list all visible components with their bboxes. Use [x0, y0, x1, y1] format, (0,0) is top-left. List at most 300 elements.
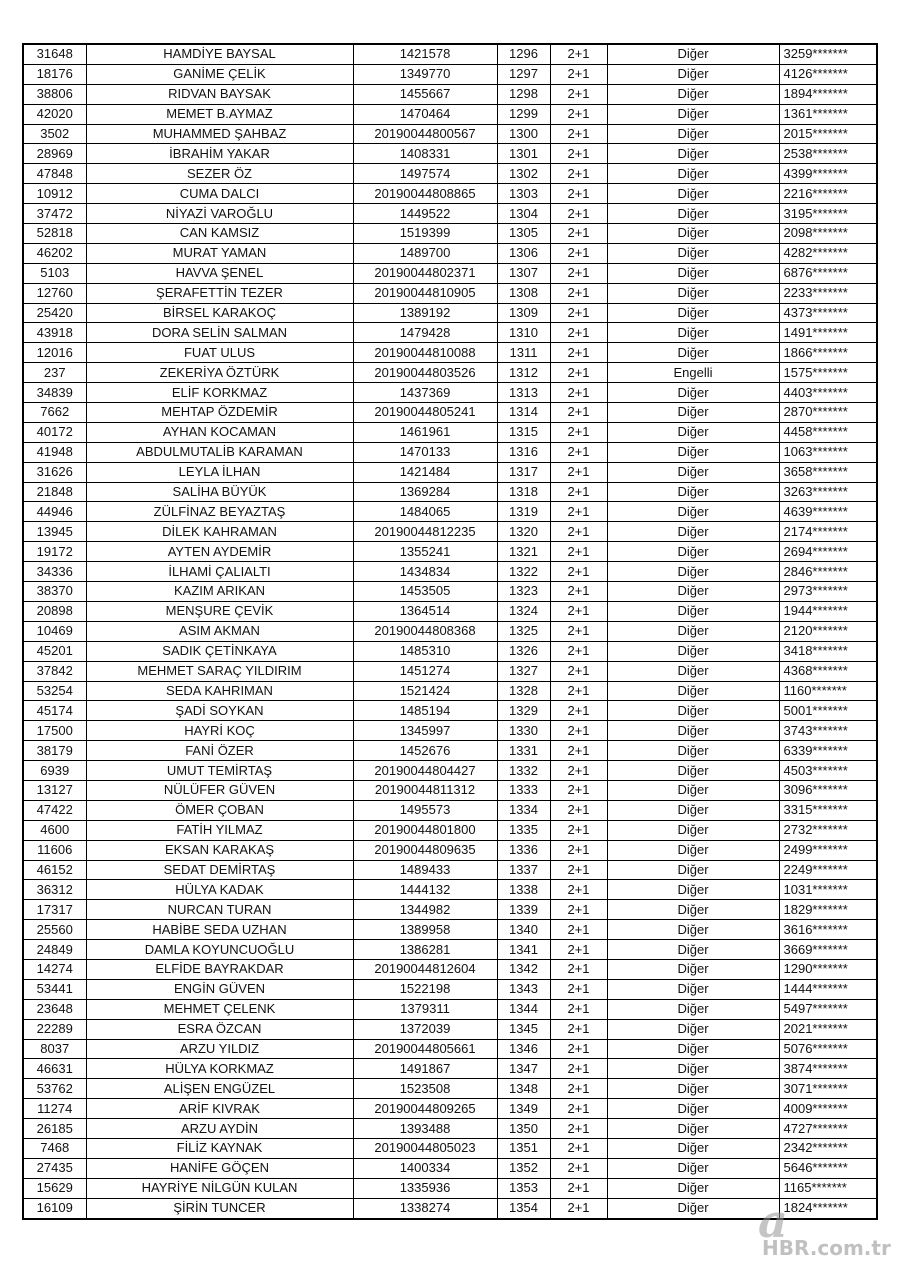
application-no-cell: 1485310 — [353, 641, 497, 661]
draw-order-cell: 1345 — [497, 1019, 550, 1039]
draw-order-cell: 1316 — [497, 442, 550, 462]
id-no-cell: 4403******* — [779, 383, 877, 403]
table-row — [23, 1178, 877, 1198]
row-no-cell: 31648 — [23, 44, 86, 64]
row-no-cell: 38370 — [23, 582, 86, 602]
id-no-cell: 1361******* — [779, 104, 877, 124]
application-no-cell: 20190044800567 — [353, 124, 497, 144]
application-no-cell: 20190044805241 — [353, 403, 497, 423]
id-no-cell: 2694******* — [779, 542, 877, 562]
table-row — [23, 1039, 877, 1059]
row-no-cell: 8037 — [23, 1039, 86, 1059]
unit-type-cell: 2+1 — [550, 1039, 607, 1059]
draw-order-cell: 1351 — [497, 1138, 550, 1158]
table-row — [23, 1119, 877, 1139]
row-no-cell: 22289 — [23, 1019, 86, 1039]
draw-order-cell: 1341 — [497, 940, 550, 960]
draw-order-cell: 1303 — [497, 184, 550, 204]
name-cell: FANİ ÖZER — [86, 741, 353, 761]
row-no-cell: 15629 — [23, 1178, 86, 1198]
category-cell: Diğer — [607, 204, 779, 224]
draw-order-cell: 1305 — [497, 224, 550, 244]
draw-order-cell: 1338 — [497, 880, 550, 900]
unit-type-cell: 2+1 — [550, 860, 607, 880]
unit-type-cell: 2+1 — [550, 482, 607, 502]
name-cell: FUAT ULUS — [86, 343, 353, 363]
id-no-cell: 2216******* — [779, 184, 877, 204]
category-cell: Diğer — [607, 422, 779, 442]
table-row — [23, 542, 877, 562]
row-no-cell: 17500 — [23, 721, 86, 741]
draw-order-cell: 1308 — [497, 283, 550, 303]
name-cell: AYHAN KOCAMAN — [86, 422, 353, 442]
table-row — [23, 184, 877, 204]
name-cell: EKSAN KARAKAŞ — [86, 840, 353, 860]
name-cell: İBRAHİM YAKAR — [86, 144, 353, 164]
row-no-cell: 13945 — [23, 522, 86, 542]
id-no-cell: 3658******* — [779, 462, 877, 482]
category-cell: Diğer — [607, 442, 779, 462]
table-row — [23, 363, 877, 383]
table-row — [23, 761, 877, 781]
table-row — [23, 422, 877, 442]
unit-type-cell: 2+1 — [550, 661, 607, 681]
table-row — [23, 641, 877, 661]
unit-type-cell: 2+1 — [550, 204, 607, 224]
draw-order-cell: 1350 — [497, 1119, 550, 1139]
row-no-cell: 7468 — [23, 1138, 86, 1158]
row-no-cell: 36312 — [23, 880, 86, 900]
table-row — [23, 780, 877, 800]
unit-type-cell: 2+1 — [550, 1138, 607, 1158]
category-cell: Diğer — [607, 940, 779, 960]
id-no-cell: 2021******* — [779, 1019, 877, 1039]
name-cell: SEDAT DEMİRTAŞ — [86, 860, 353, 880]
application-no-cell: 1470464 — [353, 104, 497, 124]
hbr-logo-icon: a — [758, 1194, 788, 1248]
row-no-cell: 4600 — [23, 820, 86, 840]
category-cell: Diğer — [607, 780, 779, 800]
name-cell: ŞERAFETTİN TEZER — [86, 283, 353, 303]
unit-type-cell: 2+1 — [550, 44, 607, 64]
row-no-cell: 52818 — [23, 224, 86, 244]
draw-order-cell: 1299 — [497, 104, 550, 124]
id-no-cell: 1866******* — [779, 343, 877, 363]
id-no-cell: 4368******* — [779, 661, 877, 681]
application-no-cell: 20190044803526 — [353, 363, 497, 383]
application-no-cell: 1400334 — [353, 1158, 497, 1178]
row-no-cell: 45174 — [23, 701, 86, 721]
unit-type-cell: 2+1 — [550, 681, 607, 701]
name-cell: SALİHA BÜYÜK — [86, 482, 353, 502]
unit-type-cell: 2+1 — [550, 641, 607, 661]
table-row — [23, 383, 877, 403]
name-cell: ALİŞEN ENGÜZEL — [86, 1079, 353, 1099]
table-row — [23, 522, 877, 542]
application-no-cell: 20190044812604 — [353, 959, 497, 979]
unit-type-cell: 2+1 — [550, 502, 607, 522]
draw-order-cell: 1327 — [497, 661, 550, 681]
row-no-cell: 18176 — [23, 64, 86, 84]
name-cell: MURAT YAMAN — [86, 243, 353, 263]
category-cell: Diğer — [607, 1099, 779, 1119]
row-no-cell: 37842 — [23, 661, 86, 681]
unit-type-cell: 2+1 — [550, 780, 607, 800]
draw-order-cell: 1347 — [497, 1059, 550, 1079]
category-cell: Diğer — [607, 999, 779, 1019]
row-no-cell: 20898 — [23, 601, 86, 621]
unit-type-cell: 2+1 — [550, 522, 607, 542]
category-cell: Diğer — [607, 1138, 779, 1158]
category-cell: Diğer — [607, 383, 779, 403]
application-no-cell: 1393488 — [353, 1119, 497, 1139]
unit-type-cell: 2+1 — [550, 582, 607, 602]
application-no-cell: 1369284 — [353, 482, 497, 502]
id-no-cell: 1829******* — [779, 900, 877, 920]
watermark — [758, 1194, 891, 1268]
id-no-cell: 4399******* — [779, 164, 877, 184]
application-no-cell: 1455667 — [353, 84, 497, 104]
unit-type-cell: 2+1 — [550, 1099, 607, 1119]
table-row — [23, 920, 877, 940]
table-row — [23, 1138, 877, 1158]
row-no-cell: 16109 — [23, 1198, 86, 1218]
draw-order-cell: 1334 — [497, 800, 550, 820]
id-no-cell: 4009******* — [779, 1099, 877, 1119]
unit-type-cell: 2+1 — [550, 422, 607, 442]
category-cell: Diğer — [607, 741, 779, 761]
id-no-cell: 1165******* — [779, 1178, 877, 1198]
table-row — [23, 562, 877, 582]
row-no-cell: 10469 — [23, 621, 86, 641]
draw-order-cell: 1323 — [497, 582, 550, 602]
id-no-cell: 1944******* — [779, 601, 877, 621]
category-cell: Diğer — [607, 124, 779, 144]
unit-type-cell: 2+1 — [550, 741, 607, 761]
row-no-cell: 46631 — [23, 1059, 86, 1079]
application-no-cell: 1434834 — [353, 562, 497, 582]
draw-order-cell: 1307 — [497, 263, 550, 283]
unit-type-cell: 2+1 — [550, 721, 607, 741]
row-no-cell: 28969 — [23, 144, 86, 164]
id-no-cell: 3096******* — [779, 780, 877, 800]
table-row — [23, 1198, 877, 1218]
row-no-cell: 19172 — [23, 542, 86, 562]
name-cell: ŞİRİN TUNCER — [86, 1198, 353, 1218]
category-cell: Diğer — [607, 263, 779, 283]
application-no-cell: 1452676 — [353, 741, 497, 761]
application-no-cell: 1461961 — [353, 422, 497, 442]
draw-order-cell: 1349 — [497, 1099, 550, 1119]
application-no-cell: 1408331 — [353, 144, 497, 164]
id-no-cell: 3616******* — [779, 920, 877, 940]
category-cell: Diğer — [607, 184, 779, 204]
name-cell: MUHAMMED ŞAHBAZ — [86, 124, 353, 144]
draw-order-cell: 1312 — [497, 363, 550, 383]
name-cell: ÖMER ÇOBAN — [86, 800, 353, 820]
unit-type-cell: 2+1 — [550, 621, 607, 641]
draw-order-cell: 1318 — [497, 482, 550, 502]
category-cell: Diğer — [607, 482, 779, 502]
table-row — [23, 1158, 877, 1178]
application-no-cell: 1379311 — [353, 999, 497, 1019]
table-row — [23, 204, 877, 224]
unit-type-cell: 2+1 — [550, 1178, 607, 1198]
name-cell: ZEKERİYA ÖZTÜRK — [86, 363, 353, 383]
row-no-cell: 37472 — [23, 204, 86, 224]
row-no-cell: 34336 — [23, 562, 86, 582]
category-cell: Diğer — [607, 840, 779, 860]
unit-type-cell: 2+1 — [550, 224, 607, 244]
category-cell: Diğer — [607, 1198, 779, 1218]
id-no-cell: 3418******* — [779, 641, 877, 661]
unit-type-cell: 2+1 — [550, 562, 607, 582]
unit-type-cell: 2+1 — [550, 761, 607, 781]
id-no-cell: 6339******* — [779, 741, 877, 761]
category-cell: Diğer — [607, 1119, 779, 1139]
draw-order-cell: 1336 — [497, 840, 550, 860]
id-no-cell: 2499******* — [779, 840, 877, 860]
unit-type-cell: 2+1 — [550, 144, 607, 164]
category-cell: Diğer — [607, 860, 779, 880]
name-cell: HAYRİYE NİLGÜN KULAN — [86, 1178, 353, 1198]
category-cell: Diğer — [607, 661, 779, 681]
id-no-cell: 4503******* — [779, 761, 877, 781]
name-cell: ARZU YILDIZ — [86, 1039, 353, 1059]
unit-type-cell: 2+1 — [550, 164, 607, 184]
row-no-cell: 5103 — [23, 263, 86, 283]
category-cell: Diğer — [607, 641, 779, 661]
id-no-cell: 5076******* — [779, 1039, 877, 1059]
row-no-cell: 31626 — [23, 462, 86, 482]
draw-order-cell: 1314 — [497, 403, 550, 423]
application-no-cell: 20190044808368 — [353, 621, 497, 641]
table-row — [23, 144, 877, 164]
id-no-cell: 3743******* — [779, 721, 877, 741]
table-row — [23, 1019, 877, 1039]
application-no-cell: 1364514 — [353, 601, 497, 621]
application-no-cell: 20190044804427 — [353, 761, 497, 781]
name-cell: HÜLYA KADAK — [86, 880, 353, 900]
id-no-cell: 4126******* — [779, 64, 877, 84]
table-row — [23, 224, 877, 244]
table-row — [23, 403, 877, 423]
id-no-cell: 1824******* — [779, 1198, 877, 1218]
name-cell: LEYLA İLHAN — [86, 462, 353, 482]
application-no-cell: 1489433 — [353, 860, 497, 880]
table-row — [23, 1079, 877, 1099]
table-row — [23, 800, 877, 820]
table-row — [23, 482, 877, 502]
draw-order-cell: 1315 — [497, 422, 550, 442]
name-cell: ENGİN GÜVEN — [86, 979, 353, 999]
unit-type-cell: 2+1 — [550, 1158, 607, 1178]
application-no-cell: 1344982 — [353, 900, 497, 920]
id-no-cell: 3263******* — [779, 482, 877, 502]
unit-type-cell: 2+1 — [550, 1079, 607, 1099]
unit-type-cell: 2+1 — [550, 1059, 607, 1079]
draw-order-cell: 1348 — [497, 1079, 550, 1099]
row-no-cell: 237 — [23, 363, 86, 383]
draw-order-cell: 1353 — [497, 1178, 550, 1198]
id-no-cell: 2174******* — [779, 522, 877, 542]
table-row — [23, 84, 877, 104]
table-row — [23, 701, 877, 721]
name-cell: BİRSEL KARAKOÇ — [86, 303, 353, 323]
draw-order-cell: 1352 — [497, 1158, 550, 1178]
draw-order-cell: 1317 — [497, 462, 550, 482]
watermark-text: HBR.com.tr — [762, 1236, 891, 1260]
application-no-cell: 1484065 — [353, 502, 497, 522]
name-cell: MEHMET ÇELENK — [86, 999, 353, 1019]
name-cell: ŞADİ SOYKAN — [86, 701, 353, 721]
row-no-cell: 17317 — [23, 900, 86, 920]
name-cell: ESRA ÖZCAN — [86, 1019, 353, 1039]
draw-order-cell: 1306 — [497, 243, 550, 263]
category-cell: Diğer — [607, 403, 779, 423]
name-cell: NURCAN TURAN — [86, 900, 353, 920]
id-no-cell: 3259******* — [779, 44, 877, 64]
table-row — [23, 681, 877, 701]
application-no-cell: 1389192 — [353, 303, 497, 323]
draw-order-cell: 1344 — [497, 999, 550, 1019]
category-cell: Diğer — [607, 84, 779, 104]
draw-order-cell: 1313 — [497, 383, 550, 403]
unit-type-cell: 2+1 — [550, 263, 607, 283]
category-cell: Diğer — [607, 880, 779, 900]
application-no-cell: 1489700 — [353, 243, 497, 263]
unit-type-cell: 2+1 — [550, 403, 607, 423]
row-no-cell: 47422 — [23, 800, 86, 820]
category-cell: Diğer — [607, 721, 779, 741]
table-row — [23, 959, 877, 979]
table-row — [23, 999, 877, 1019]
unit-type-cell: 2+1 — [550, 940, 607, 960]
category-cell: Diğer — [607, 44, 779, 64]
id-no-cell: 5497******* — [779, 999, 877, 1019]
draw-order-cell: 1340 — [497, 920, 550, 940]
draw-order-cell: 1304 — [497, 204, 550, 224]
category-cell: Diğer — [607, 64, 779, 84]
category-cell: Diğer — [607, 303, 779, 323]
category-cell: Diğer — [607, 283, 779, 303]
id-no-cell: 3071******* — [779, 1079, 877, 1099]
table-row — [23, 601, 877, 621]
category-cell: Engelli — [607, 363, 779, 383]
category-cell: Diğer — [607, 800, 779, 820]
name-cell: ZÜLFİNAZ BEYAZTAŞ — [86, 502, 353, 522]
table-row — [23, 721, 877, 741]
name-cell: SEZER ÖZ — [86, 164, 353, 184]
id-no-cell: 3874******* — [779, 1059, 877, 1079]
id-no-cell: 5001******* — [779, 701, 877, 721]
draw-order-cell: 1302 — [497, 164, 550, 184]
name-cell: ELFİDE BAYRAKDAR — [86, 959, 353, 979]
id-no-cell: 1894******* — [779, 84, 877, 104]
unit-type-cell: 2+1 — [550, 999, 607, 1019]
draw-order-cell: 1296 — [497, 44, 550, 64]
draw-order-cell: 1330 — [497, 721, 550, 741]
draw-order-cell: 1297 — [497, 64, 550, 84]
row-no-cell: 11606 — [23, 840, 86, 860]
table-row — [23, 582, 877, 602]
id-no-cell: 5646******* — [779, 1158, 877, 1178]
unit-type-cell: 2+1 — [550, 701, 607, 721]
id-no-cell: 2973******* — [779, 582, 877, 602]
table-row — [23, 44, 877, 64]
table-row — [23, 502, 877, 522]
category-cell: Diğer — [607, 343, 779, 363]
row-no-cell: 26185 — [23, 1119, 86, 1139]
unit-type-cell: 2+1 — [550, 303, 607, 323]
draw-order-cell: 1310 — [497, 323, 550, 343]
table-row — [23, 940, 877, 960]
name-cell: MENŞURE ÇEVİK — [86, 601, 353, 621]
row-no-cell: 53254 — [23, 681, 86, 701]
name-cell: CAN KAMSIZ — [86, 224, 353, 244]
application-no-cell: 20190044812235 — [353, 522, 497, 542]
draw-order-cell: 1300 — [497, 124, 550, 144]
id-no-cell: 4458******* — [779, 422, 877, 442]
id-no-cell: 2870******* — [779, 403, 877, 423]
id-no-cell: 1444******* — [779, 979, 877, 999]
name-cell: FATİH YILMAZ — [86, 820, 353, 840]
draw-order-cell: 1331 — [497, 741, 550, 761]
draw-order-cell: 1320 — [497, 522, 550, 542]
unit-type-cell: 2+1 — [550, 542, 607, 562]
id-no-cell: 2233******* — [779, 283, 877, 303]
unit-type-cell: 2+1 — [550, 840, 607, 860]
row-no-cell: 41948 — [23, 442, 86, 462]
category-cell: Diğer — [607, 164, 779, 184]
row-no-cell: 14274 — [23, 959, 86, 979]
row-no-cell: 24849 — [23, 940, 86, 960]
draw-order-cell: 1343 — [497, 979, 550, 999]
category-cell: Diğer — [607, 582, 779, 602]
name-cell: SADIK ÇETİNKAYA — [86, 641, 353, 661]
table-row — [23, 900, 877, 920]
application-no-cell: 1451274 — [353, 661, 497, 681]
category-cell: Diğer — [607, 959, 779, 979]
application-no-cell: 1453505 — [353, 582, 497, 602]
table-row — [23, 343, 877, 363]
draw-order-cell: 1322 — [497, 562, 550, 582]
table-row — [23, 860, 877, 880]
application-no-cell: 1338274 — [353, 1198, 497, 1218]
application-no-cell: 20190044810088 — [353, 343, 497, 363]
unit-type-cell: 2+1 — [550, 184, 607, 204]
table-row — [23, 1059, 877, 1079]
category-cell: Diğer — [607, 542, 779, 562]
category-cell: Diğer — [607, 1079, 779, 1099]
table-row — [23, 1099, 877, 1119]
category-cell: Diğer — [607, 1178, 779, 1198]
draw-order-cell: 1326 — [497, 641, 550, 661]
id-no-cell: 1575******* — [779, 363, 877, 383]
name-cell: ELİF KORKMAZ — [86, 383, 353, 403]
name-cell: DAMLA KOYUNCUOĞLU — [86, 940, 353, 960]
draw-order-cell: 1337 — [497, 860, 550, 880]
draw-order-cell: 1325 — [497, 621, 550, 641]
name-cell: İLHAMİ ÇALIALTI — [86, 562, 353, 582]
category-cell: Diğer — [607, 681, 779, 701]
application-no-cell: 1521424 — [353, 681, 497, 701]
table-row — [23, 979, 877, 999]
row-no-cell: 10912 — [23, 184, 86, 204]
category-cell: Diğer — [607, 761, 779, 781]
table-row — [23, 104, 877, 124]
unit-type-cell: 2+1 — [550, 363, 607, 383]
